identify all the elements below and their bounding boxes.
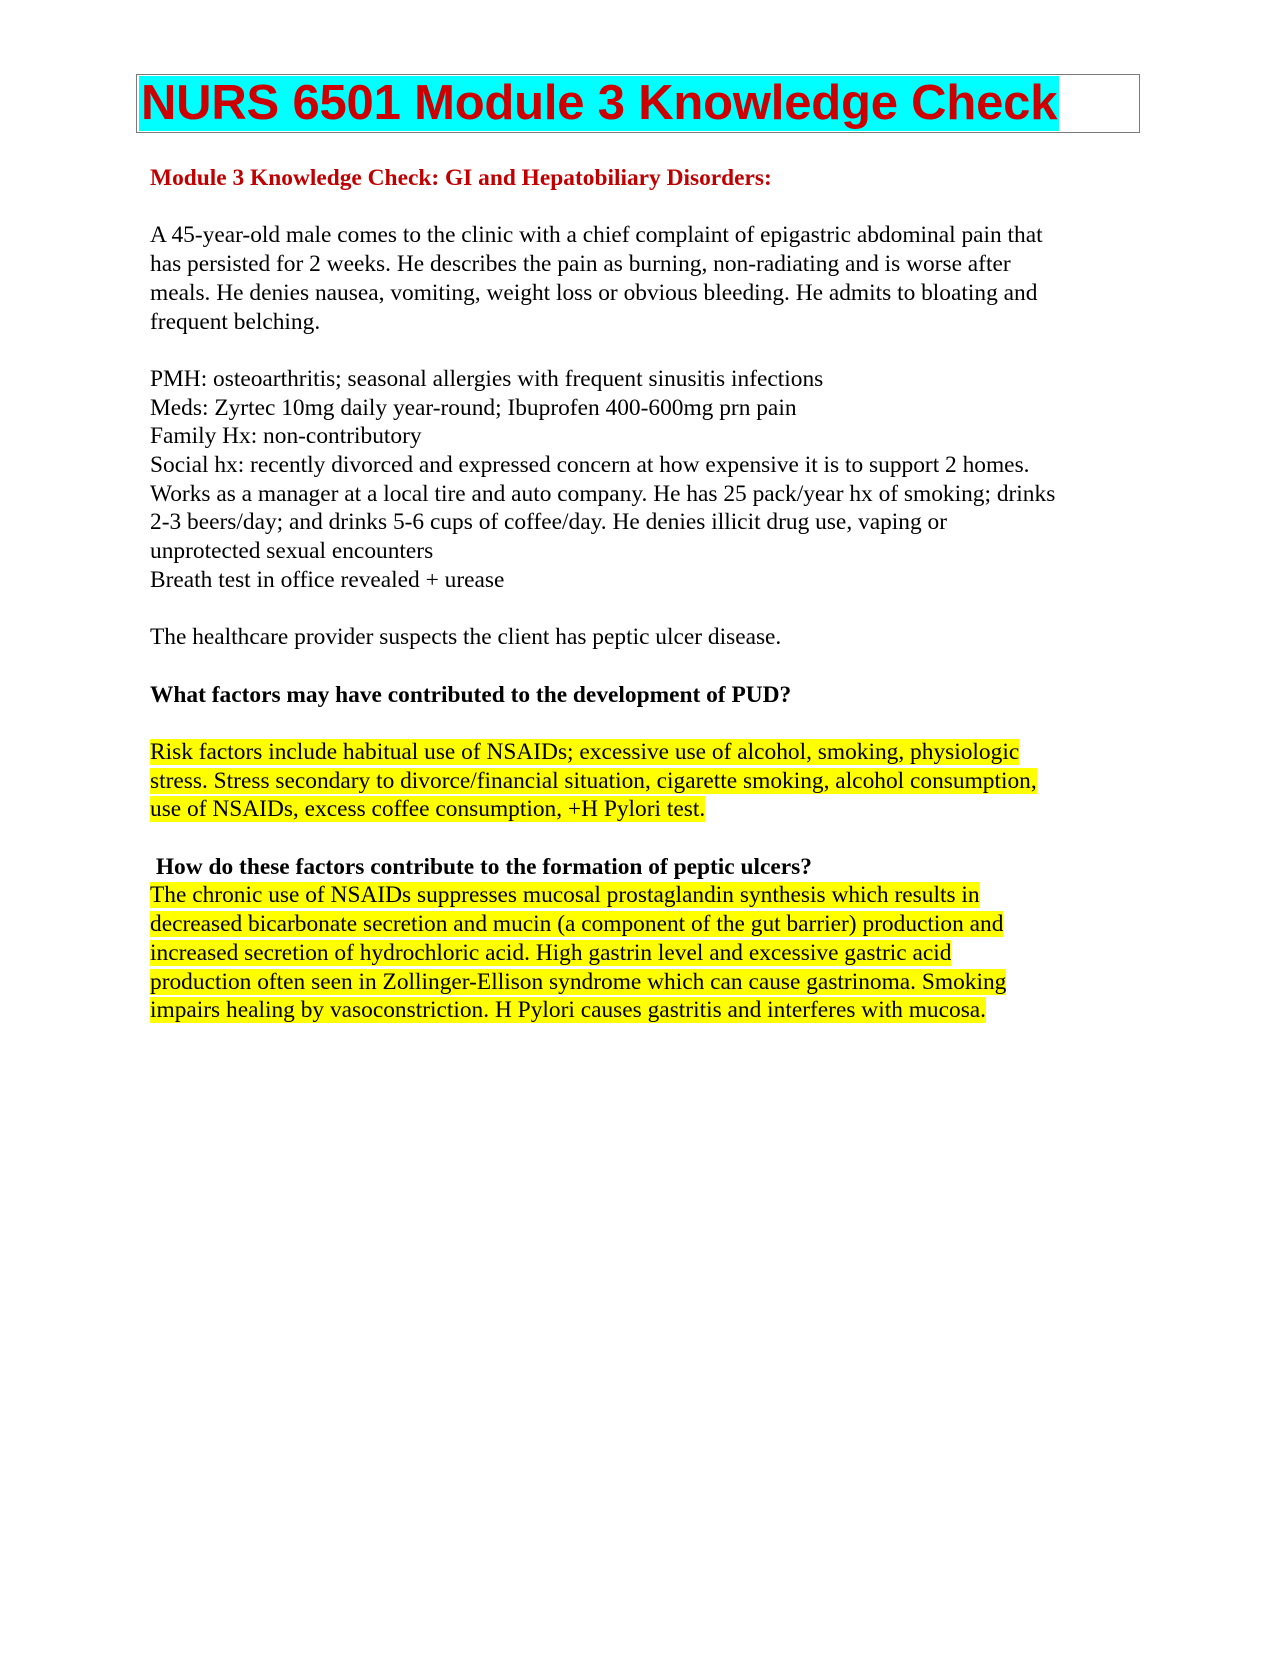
spacer [150, 709, 1130, 738]
answer-line [150, 738, 1130, 767]
highlighted-text: increased secretion of hydrochloric acid. High gastrin level and excessive gastric acid [150, 939, 952, 966]
answer-line [150, 939, 1130, 968]
highlighted-text: decreased bicarbonate secretion and mucin (a component of the gut barrier) production and [150, 911, 1004, 938]
history-line: Breath test in office revealed + urease [150, 566, 505, 593]
document-body [150, 164, 1130, 1025]
case-line: A 45-year-old male comes to the clinic with a chief complaint of epigastric abdominal pain that [150, 222, 1043, 249]
case-line: frequent belching. [150, 308, 321, 335]
history-line: PMH: osteoarthritis; seasonal allergies with frequent sinusitis infections [150, 365, 824, 392]
highlighted-text: The chronic use of NSAIDs suppresses mucosal prostaglandin synthesis which results in [150, 882, 980, 909]
spacer [150, 652, 1130, 681]
question-2: How do these factors contribute to the formation of peptic ulcers? [150, 853, 812, 880]
patient-history [150, 365, 1130, 595]
highlighted-text: production often seen in Zollinger-Ellison syndrome which can cause gastrinoma. Smoking [150, 968, 1007, 995]
title-box [136, 74, 1140, 133]
highlighted-text: stress. Stress secondary to divorce/financial situation, cigarette smoking, alcohol consumption, [150, 767, 1037, 794]
spacer [150, 336, 1130, 365]
answer-line [150, 910, 1130, 939]
page-title: NURS 6501 Module 3 Knowledge Check [141, 76, 1058, 130]
history-line: unprotected sexual encounters [150, 538, 434, 565]
question-1: What factors may have contributed to the development of PUD? [150, 681, 792, 708]
answer-line [150, 767, 1130, 796]
answer-line [150, 795, 1130, 824]
spacer [150, 824, 1130, 853]
case-line: meals. He denies nausea, vomiting, weight loss or obvious bleeding. He admits to bloating and [150, 279, 1038, 306]
case-description [150, 221, 1130, 336]
case-line: has persisted for 2 weeks. He describes the pain as burning, non-radiating and is worse after [150, 251, 1011, 278]
highlighted-text: use of NSAIDs, excess coffee consumption, +H Pylori test. [150, 796, 706, 823]
section-heading: Module 3 Knowledge Check: GI and Hepatobiliary Disorders: [150, 165, 772, 191]
answer-line [150, 996, 1130, 1025]
spacer [150, 595, 1130, 624]
answer-2 [150, 881, 1130, 1025]
answer-1 [150, 738, 1130, 824]
history-line: Social hx: recently divorced and expressed concern at how expensive it is to support 2 homes. [150, 452, 1030, 478]
history-line: 2-3 beers/day; and drinks 5-6 cups of coffee/day. He denies illicit drug use, vaping or [150, 509, 948, 536]
highlighted-text: Risk factors include habitual use of NSAIDs; excessive use of alcohol, smoking, physiologic [150, 738, 1020, 765]
highlighted-text: impairs healing by vasoconstriction. H Pylori causes gastritis and interferes with mucosa. [150, 997, 987, 1024]
history-line: Family Hx: non-contributory [150, 423, 422, 450]
diagnosis-statement: The healthcare provider suspects the client has peptic ulcer disease. [150, 624, 782, 651]
answer-line [150, 881, 1130, 910]
answer-line [150, 968, 1130, 997]
history-line: Meds: Zyrtec 10mg daily year-round; Ibuprofen 400-600mg prn pain [150, 394, 797, 421]
history-line: Works as a manager at a local tire and auto company. He has 25 pack/year hx of smoking; drinks [150, 480, 1056, 507]
